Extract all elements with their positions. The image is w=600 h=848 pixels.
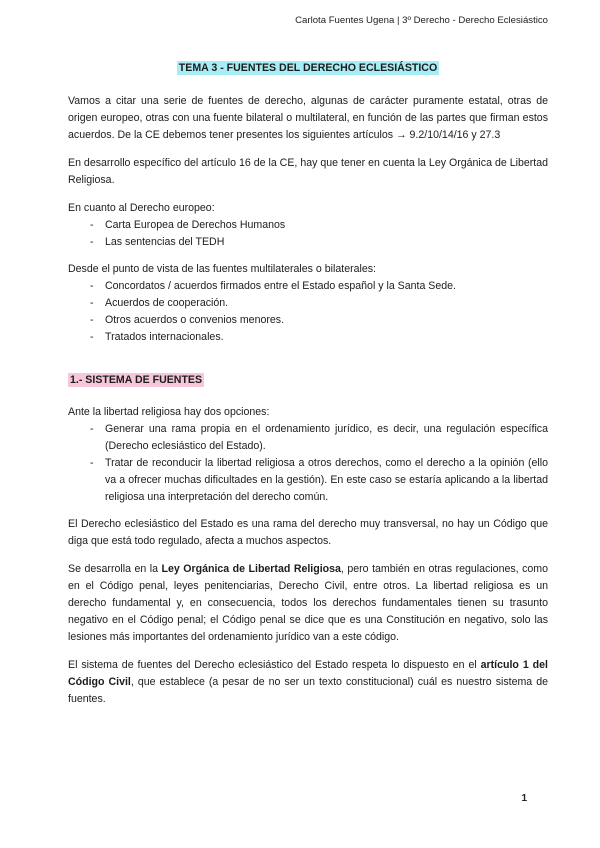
list-item-acuerdos-cooperacion: - Acuerdos de cooperación. <box>68 295 548 312</box>
paragraph-sistema-fuentes <box>68 657 548 708</box>
list-item-reconducir: - Tratar de reconducir la libertad religiosa a otros derechos, como el derecho a la opinión (ello va a ofrecer muchas dificultades en la gestión). En este caso se estaría aplicando a la libertad religiosa una interpretación del derecho común. <box>68 455 548 506</box>
run-text: , pero también en otras regulaciones, como en el Código penal, leyes penitenciarias, Derecho Civil, entre otros. La libertad religiosa es un derecho fundamental y, en consecuencia, todos los derechos fundamentales tienen su trasunto negativo en el Código penal; el Código penal se dice que es una Constitución en negativo, solo las lesiones más importantes del ordenamiento jurídico van a este código. <box>68 563 548 643</box>
paragraph-articulo-16: En desarrollo específico del artículo 16 de la CE, hay que tener en cuenta la Ley Orgánica de Libertad Religiosa. <box>68 157 548 186</box>
run-text: , que establece (a pesar de no ser un texto constitucional) cuál es nuestro sistema de fuentes. <box>68 676 548 705</box>
header-author-course: Carlota Fuentes Ugena | 3º Derecho - Derecho Eclesiástico <box>295 15 548 26</box>
section-1-heading <box>68 372 548 389</box>
multilateral-intro: Desde el punto de vista de las fuentes multilaterales o bilaterales: <box>68 263 376 275</box>
page-footer <box>0 793 527 804</box>
options-intro: Ante la libertad religiosa hay dos opciones: <box>68 406 270 418</box>
european-law-list <box>68 217 548 251</box>
run-bold-lolr: Ley Orgánica de Libertad Religiosa <box>161 563 341 575</box>
run-bold-articulo-1-cc: artículo 1 del Código Civil <box>68 659 548 688</box>
list-item-otros-acuerdos: - Otros acuerdos o convenios menores. <box>68 312 548 329</box>
list-item-tratados: - Tratados internacionales. <box>68 329 548 346</box>
paragraph-transversal: El Derecho eclesiástico del Estado es una rama del derecho muy transversal, no hay un Código que diga que está todo regulado, afecta a muchos aspectos. <box>68 518 548 547</box>
section-1-heading-highlighted-text: 1.- SISTEMA DE FUENTES <box>70 374 203 386</box>
list-item-carta-europea: - Carta Europea de Derechos Humanos <box>68 217 548 234</box>
page-number: 1 <box>521 793 527 804</box>
title-highlighted-text: TEMA 3 - FUENTES DEL DERECHO ECLESIÁSTICO <box>178 62 438 74</box>
run-text: El sistema de fuentes del Derecho eclesiástico del Estado respeta lo dispuesto en el <box>68 659 481 671</box>
list-item-concordatos: - Concordatos / acuerdos firmados entre el Estado español y la Santa Sede. <box>68 278 548 295</box>
european-law-intro: En cuanto al Derecho europeo: <box>68 202 215 214</box>
paragraph-fuentes-intro: Vamos a citar una serie de fuentes de derecho, algunas de carácter puramente estatal, otras de origen europeo, otras con una fuente bilateral o multilateral, en función de las partes que firman estos acuerdos. De la CE debemos tener presentes los siguientes artículos → 9.2/10/14/16 y 27.3 <box>68 95 548 141</box>
document-title <box>68 60 548 77</box>
run-text: Se desarrolla en la <box>68 563 162 575</box>
list-item-sentencias-tedh: - Las sentencias del TEDH <box>68 234 548 251</box>
page-header <box>68 14 548 27</box>
multilateral-list <box>68 278 548 346</box>
options-list <box>68 421 548 506</box>
list-item-rama-propia: - Generar una rama propia en el ordenamiento jurídico, es decir, una regulación específica (Derecho eclesiástico del Estado). <box>68 421 548 455</box>
paragraph-desarrolla <box>68 561 548 646</box>
